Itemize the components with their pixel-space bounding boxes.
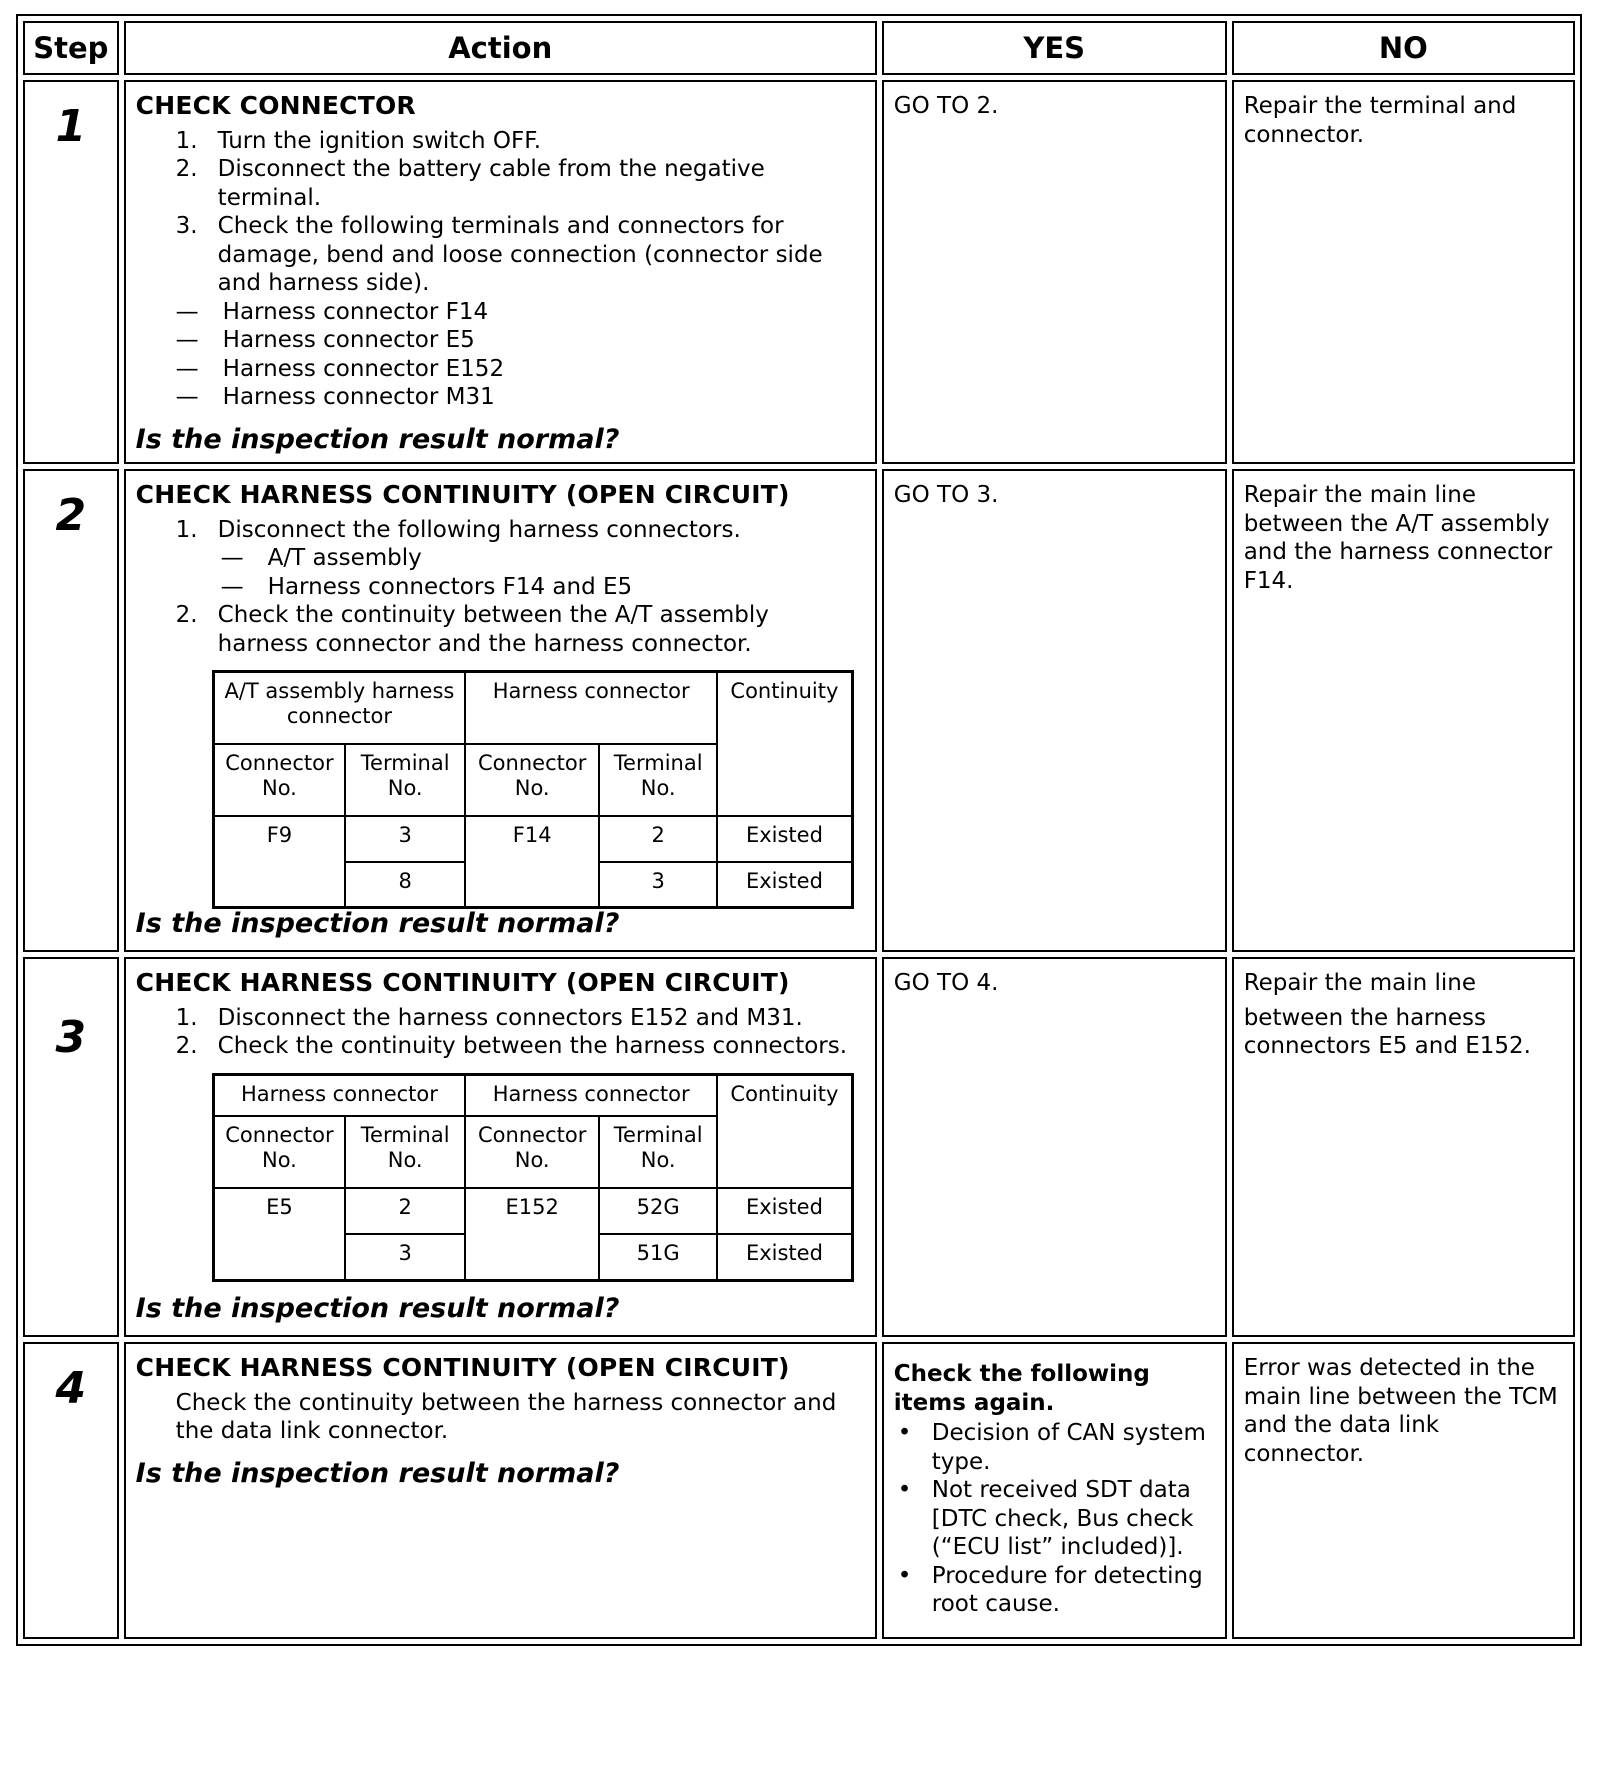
table-cell: 2 [599,816,717,862]
header-yes: YES [882,21,1227,75]
list-item: — Harness connector E5 [175,327,475,353]
step-number: 1 [55,101,87,152]
inspection-question: Is the inspection result normal? [135,423,620,455]
inspection-question: Is the inspection result normal? [135,907,620,939]
yes-title: Check the following items again. [893,1361,1150,1416]
table-row [213,816,852,862]
list-item: 3. Check the following terminals and connectors for damage, bend and loose connection (connector side and harness side). — Harness connector F14 — Harness connector E5 — Harness connector E152 — Harness connector M31 [176,212,865,412]
header-row [23,21,1575,75]
step-number-cell [23,957,119,1337]
yes-cell: GO TO 4. [882,957,1227,1337]
column-header-terminal-no: Terminal No. [345,1116,465,1188]
dash-list [218,544,865,601]
no-cell: Repair the main line between the A/T assembly and the harness connector F14. [1232,469,1575,952]
header-no: NO [1232,21,1575,75]
column-header-terminal-no: Terminal No. [345,744,465,816]
step-number: 3 [55,1012,87,1063]
list-item: • Not received SDT data [DTC check, Bus check (“ECU list” included)]. [897,1477,1194,1560]
continuity-table [212,1073,854,1282]
no-cell: Repair the terminal and connector. [1232,80,1575,464]
numbered-list [136,127,865,412]
column-header-connector-no: Connector No. [213,744,345,816]
step-number-cell [23,80,119,464]
check-title: CHECK CONNECTOR [135,91,416,120]
table-cell: 8 [345,862,465,908]
action-cell [124,957,877,1337]
list-item: — Harness connector E152 [175,355,505,382]
bullet-list [894,1419,1215,1619]
list-item: • Decision of CAN system type. [897,1420,1206,1475]
list-item: — A/T assembly [220,545,422,571]
column-header-connector-no: Connector No. [213,1116,345,1188]
table-cell: F9 [213,816,345,908]
list-item: • Procedure for detecting root cause. [897,1562,1203,1617]
list-item: 2. Check the continuity between the A/T assembly harness connector and the harness connector. [175,602,769,657]
no-text-line: between the harness connectors E5 and E152. [1243,1004,1531,1059]
table-cell: Existed [717,1234,852,1280]
instruction-text: Check the continuity between the harness connector and the data link connector. [175,1389,837,1444]
table-cell: Existed [717,862,852,908]
check-title: CHECK HARNESS CONTINUITY (OPEN CIRCUIT) [135,1353,790,1382]
column-group-header: Harness connector [465,672,717,744]
list-item: — Harness connectors F14 and E5 [220,573,633,600]
action-cell [124,1342,877,1639]
list-item: 1. Disconnect the harness connectors E152 and M31. [175,1004,803,1031]
yes-cell: GO TO 3. [882,469,1227,952]
table-cell: 2 [345,1188,465,1234]
column-group-header: Harness connector [465,1074,717,1116]
column-header-terminal-no: Terminal No. [599,1116,717,1188]
table-row [213,1188,852,1234]
column-header-continuity: Continuity [717,1074,852,1188]
step-number-cell [23,1342,119,1639]
column-group-header: Harness connector [213,1074,465,1116]
column-header-continuity: Continuity [717,672,852,816]
no-text-line: Repair the main line [1243,970,1476,996]
action-cell [124,469,877,952]
list-item: — Harness connector M31 [175,384,495,410]
list-item: — Harness connector F14 [175,298,489,325]
table-cell: 3 [599,862,717,908]
continuity-table [212,670,854,909]
table-cell: Existed [717,1188,852,1234]
inspection-question: Is the inspection result normal? [135,1292,620,1324]
column-header-connector-no: Connector No. [465,744,599,816]
step-number-cell [23,469,119,952]
no-cell: Error was detected in the main line between the TCM and the data link connector. [1232,1342,1575,1639]
column-header-connector-no: Connector No. [465,1116,599,1188]
check-title: CHECK HARNESS CONTINUITY (OPEN CIRCUIT) [135,968,790,997]
step-row-1 [23,80,1575,464]
header-step: Step [23,21,119,75]
table-cell: 3 [345,816,465,862]
table-cell: E152 [465,1188,599,1280]
numbered-list [136,1004,865,1061]
list-item: 1. Disconnect the following harness connectors. — A/T assembly — Harness connectors F14 and E5 [176,516,865,602]
column-group-header: A/T assembly harness connector [213,672,465,744]
yes-cell [882,1342,1227,1639]
table-cell: F14 [465,816,599,908]
action-cell [124,80,877,464]
list-item: 1. Turn the ignition switch OFF. [175,127,542,154]
step-row-4 [23,1342,1575,1639]
step-number: 4 [55,1363,87,1414]
header-action: Action [124,21,877,75]
table-cell: 3 [345,1234,465,1280]
list-item: 2. Disconnect the battery cable from the negative terminal. [175,156,765,211]
inspection-question: Is the inspection result normal? [135,1457,620,1489]
step-row-2 [23,469,1575,952]
list-item: 2. Check the continuity between the harness connectors. [175,1033,848,1059]
step-row-3 [23,957,1575,1337]
column-header-terminal-no: Terminal No. [599,744,717,816]
diagnosis-table [16,14,1582,1646]
table-cell: E5 [213,1188,345,1280]
no-cell [1232,957,1575,1337]
table-cell: 51G [599,1234,717,1280]
check-title: CHECK HARNESS CONTINUITY (OPEN CIRCUIT) [135,480,790,509]
yes-cell: GO TO 2. [882,80,1227,464]
numbered-list [136,516,865,659]
table-cell: Existed [717,816,852,862]
table-cell: 52G [599,1188,717,1234]
step-number: 2 [55,490,87,541]
dash-list [173,298,865,412]
